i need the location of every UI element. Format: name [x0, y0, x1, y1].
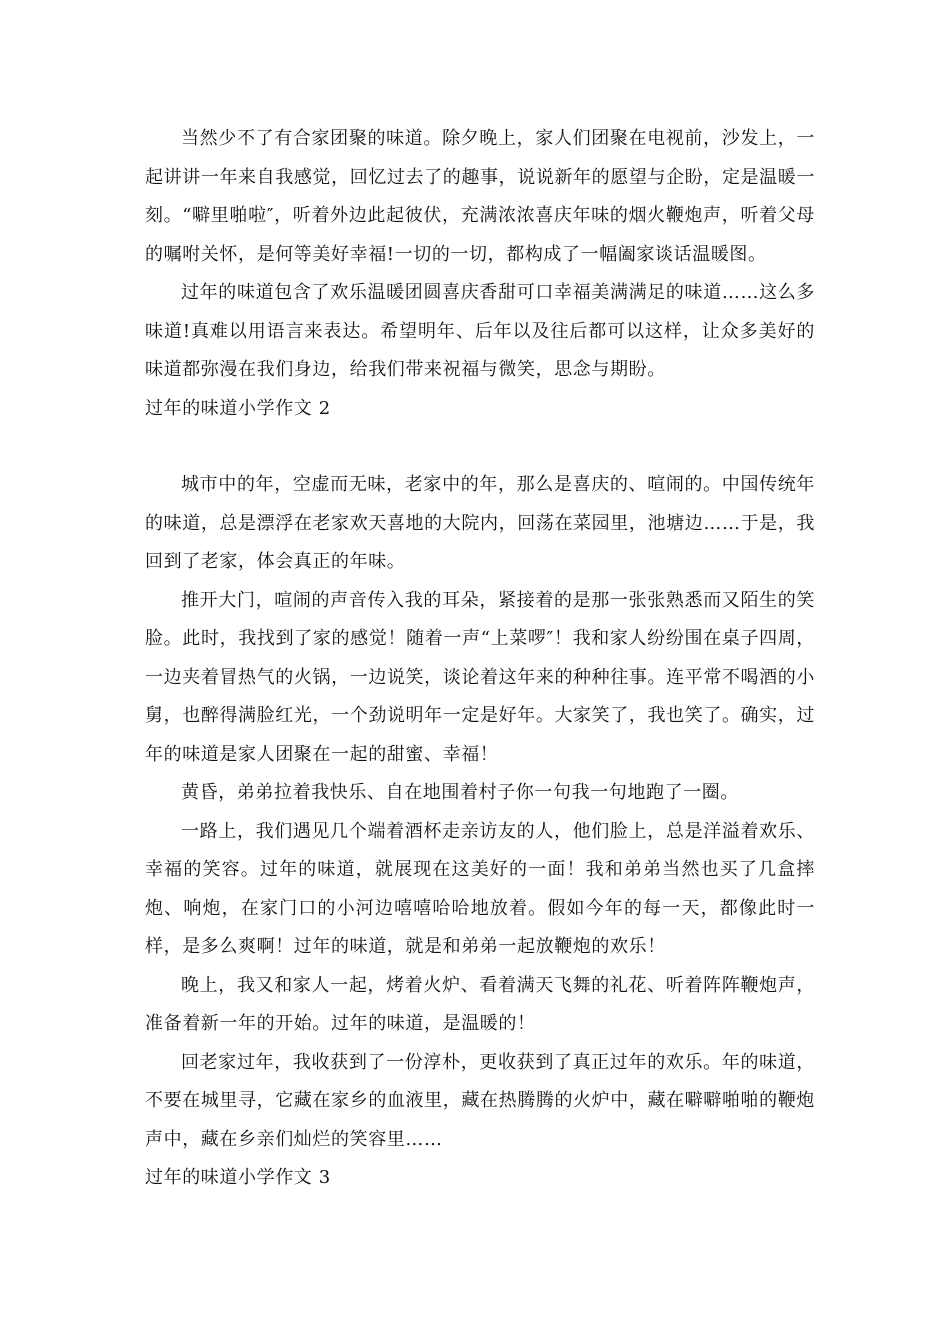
section-2 — [145, 466, 815, 1159]
paragraph: 当然少不了有合家团聚的味道。除夕晚上，家人们团聚在电视前，沙发上，一起讲讲一年来自我感觉，回忆过去了的趣事，说说新年的愿望与企盼，定是温暖一刻。“噼里啪啦″，听着外边此起彼伏，充满浓浓喜庆年味的烟火鞭炮声，听着父母的嘱咐关怀，是何等美好幸福!一切的一切，都构成了一幅阖家谈话温暖图。 — [145, 128, 815, 265]
document-page — [145, 120, 815, 1198]
paragraph: 回老家过年，我收获到了一份淳朴，更收获到了真正过年的欢乐。年的味道，不要在城里寻，它藏在家乡的血液里，藏在热腾腾的火炉中，藏在噼噼啪啪的鞭炮声中，藏在乡亲们灿烂的笑容里…… — [145, 1051, 815, 1150]
essay-title-3: 过年的味道小学作文 3 — [145, 1167, 331, 1188]
section-1 — [145, 120, 815, 390]
paragraph: 城市中的年，空虚而无味，老家中的年，那么是喜庆的、喧闹的。中国传统年的味道，总是漂浮在老家欢天喜地的大院内，回荡在菜园里，池塘边……于是，我回到了老家，体会真正的年味。 — [145, 474, 815, 572]
paragraph: 一路上，我们遇见几个端着酒杯走亲访友的人，他们脸上，总是洋溢着欢乐、幸福的笑容。过年的味道，就展现在这美好的一面！我和弟弟当然也买了几盒摔炮、响炮，在家门口的小河边嘻嘻哈哈地放着。假如今年的每一天，都像此时一样，是多么爽啊！过年的味道，就是和弟弟一起放鞭炮的欢乐！ — [145, 820, 815, 957]
blank-line — [145, 428, 815, 466]
paragraph: 晚上，我又和家人一起，烤着火炉、看着满天飞舞的礼花、听着阵阵鞭炮声，准备着新一年的开始。过年的味道，是温暖的！ — [145, 974, 815, 1034]
paragraph: 黄昏，弟弟拉着我快乐、自在地围着村子你一句我一句地跑了一圈。 — [181, 782, 739, 803]
paragraph: 过年的味道包含了欢乐温暖团圆喜庆香甜可口幸福美满满足的味道……这么多味道!真难以用语言来表达。希望明年、后年以及往后都可以这样，让众多美好的味道都弥漫在我们身边，给我们带来祝福与微笑，思念与期盼。 — [145, 282, 815, 380]
paragraph: 推开大门，喧闹的声音传入我的耳朵，紧接着的是那一张张熟悉而又陌生的笑脸。此时，我找到了家的感觉！随着一声“上菜啰″！我和家人纷纷围在桌子四周，一边夹着冒热气的火锅，一边说笑，谈论着这年来的种种往事。连平常不喝酒的小舅，也醉得满脸红光，一个劲说明年一定是好年。大家笑了，我也笑了。确实，过年的味道是家人团聚在一起的甜蜜、幸福！ — [145, 589, 815, 765]
essay-title-2: 过年的味道小学作文 2 — [145, 397, 331, 419]
